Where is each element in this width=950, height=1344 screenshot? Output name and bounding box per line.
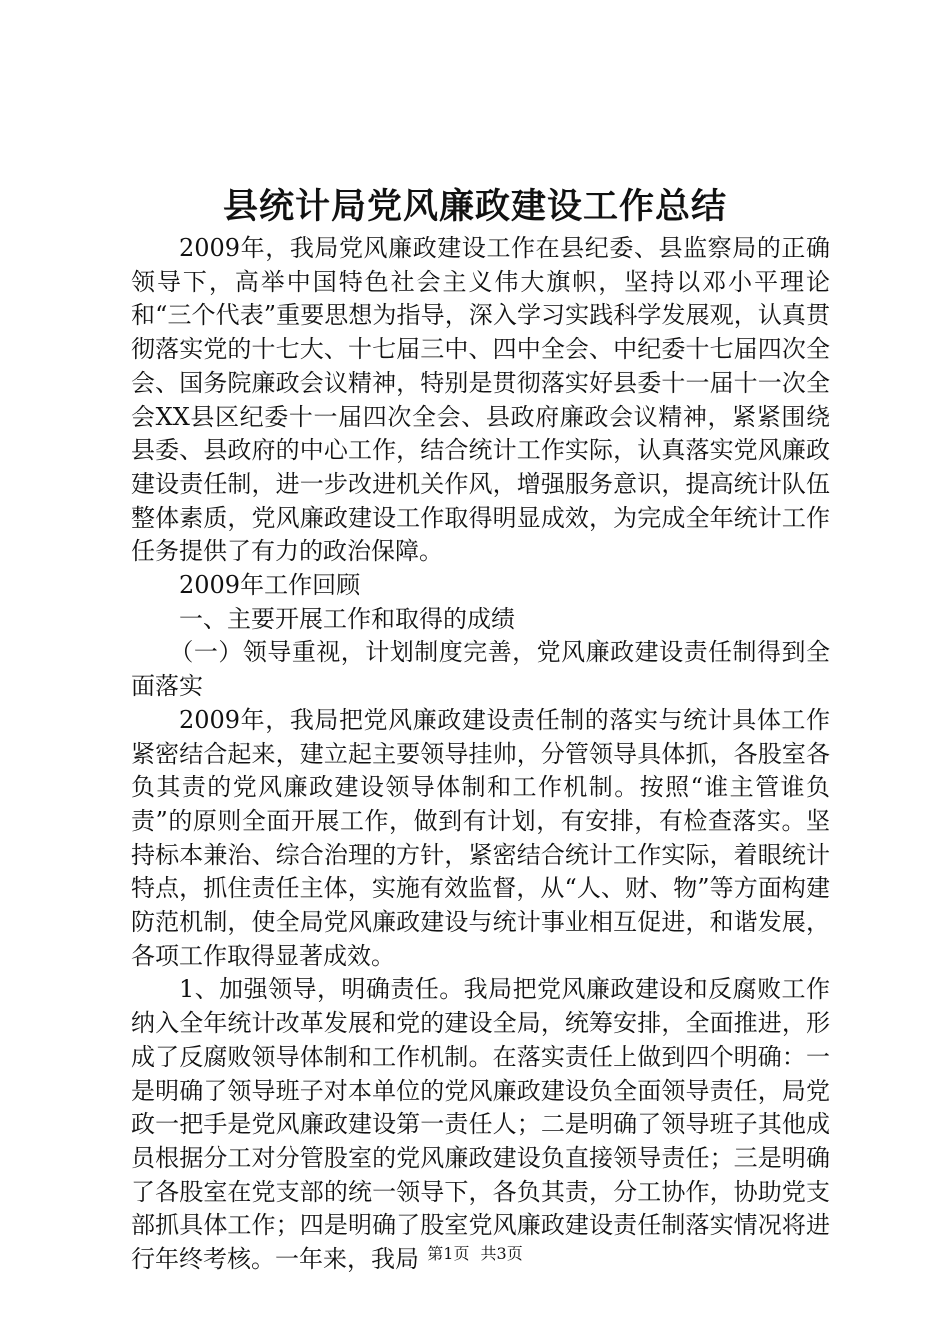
paragraph-body-1: 2009年，我局把党风廉政建设责任制的落实与统计具体工作紧密结合起来，建立起主要领导挂帅，分管领导具体抓，各股室各负其责的党风廉政建设领导体制和工作机制。按照“谁主管谁负责”的原则全面开展工作，做到有计划，有安排，有检查落实。坚持标本兼治、综合治理的方针，紧密结合统计工作实际，着眼统计特点，抓住责任主体，实施有效监督，从“人、财、物”等方面构建防范机制，使全局党风廉政建设与统计事业相互促进，和谐发展，各项工作取得显著成效。: [131, 705, 830, 970]
paragraph-intro: 2009年，我局党风廉政建设工作在县纪委、县监察局的正确领导下，高举中国特色社会主义伟大旗帜，坚持以邓小平理论和“三个代表”重要思想为指导，深入学习实践科学发展观，认真贯彻落实党的十七大、十七届三中、四中全会、中纪委十七届四次全会、国务院廉政会议精神，特别是贯彻落实好县委十一届十一次全会XX县区纪委十一届四次全会、县政府廉政会议精神，紧紧围绕县委、县政府的中心工作，结合统计工作实际，认真落实党风廉政建设责任制，进一步改进机关作风，增强服务意识，提高统计队伍整体素质，党风廉政建设工作取得明显成效，为完成全年统计工作任务提供了有力的政治保障。: [131, 234, 830, 566]
document-body: [131, 232, 830, 1277]
page-number: 第1页: [427, 1244, 470, 1263]
document-title: 县统计局党风廉政建设工作总结: [222, 186, 727, 227]
paragraph-section-heading: 一、主要开展工作和取得的成绩: [179, 604, 515, 633]
paragraph-body-2: 1、加强领导，明确责任。我局把党风廉政建设和反腐败工作纳入全年统计改革发展和党的建设全局，统筹安排，全面推进，形成了反腐败领导体制和工作机制。在落实责任上做到四个明确：一是明确了领导班子对本单位的党风廉政建设负全面领导责任，局党政一把手是党风廉政建设第一责任人；二是明确了领导班子其他成员根据分工对分管股室的党风廉政建设负直接领导责任；三是明确了各股室在党支部的统一领导下，各负其责，分工协作，协助党支部抓具体工作；四是明确了股室党风廉政建设责任制落实情况将进行年终考核。一年来，我局: [131, 975, 830, 1274]
paragraph-review-heading: 2009年工作回顾: [179, 571, 361, 600]
page-total: 共3页: [480, 1244, 523, 1263]
paragraph-subsection-heading: （一）领导重视，计划制度完善，党风廉政建设责任制得到全面落实: [131, 638, 830, 701]
page-footer: [0, 1243, 950, 1265]
